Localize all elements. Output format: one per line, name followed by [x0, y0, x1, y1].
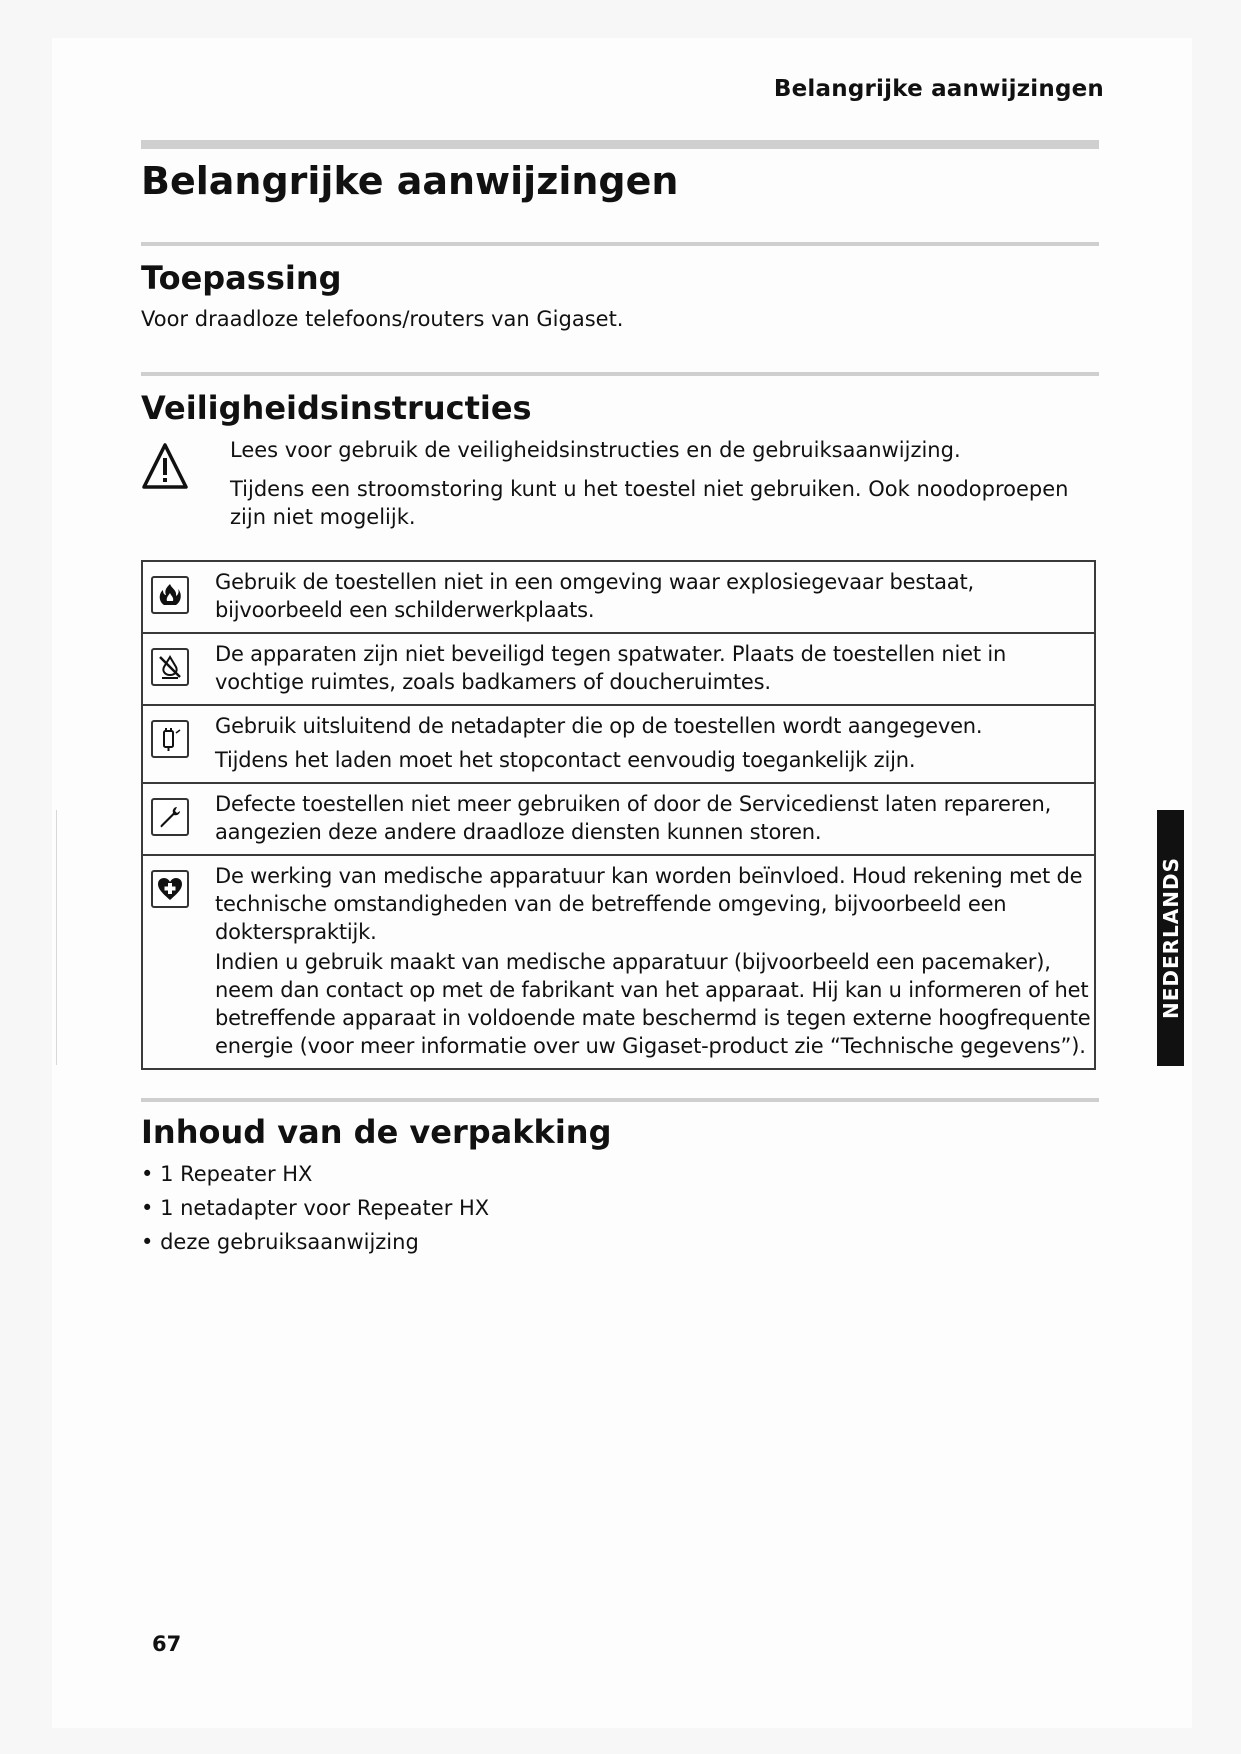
safety-row	[142, 855, 1095, 1069]
safety-row-text: Indien u gebruik maakt van medische apparatuur (bijvoorbeeld een pacemaker), neem dan contact op met de fabrikant van het apparaat. Hij kan u informeren of het betreffende apparaat in voldoende mate beschermd is tegen externe hoogfrequente energie (voor meer informatie over uw Gigaset-product zie “Technische gegevens”).	[215, 950, 1091, 1058]
safety-row-text: Gebruik de toestellen niet in een omgeving waar explosiegevaar bestaat, bijvoorbeeld een schilderwerkplaats.	[215, 570, 974, 622]
section-rule	[141, 242, 1099, 246]
veiligheid-intro-2: Tijdens een stroomstoring kunt u het toestel niet gebruiken. Ook noodoproepen zijn niet mogelijk.	[230, 477, 1069, 529]
language-tab	[1157, 810, 1184, 1066]
list-item: • 1 Repeater HX	[141, 1160, 489, 1188]
safety-row	[142, 561, 1095, 633]
toepassing-text: Voor draadloze telefoons/routers van Gigaset.	[141, 307, 624, 331]
page-number: 67	[152, 1632, 182, 1656]
safety-row	[142, 633, 1095, 705]
verpakking-heading: Inhoud van de verpakking	[141, 1113, 612, 1151]
explosion-hazard-icon	[151, 576, 189, 614]
language-tab-label: NEDERLANDS	[1158, 856, 1183, 1020]
medical-heart-icon	[151, 870, 189, 908]
page-title: Belangrijke aanwijzingen	[141, 159, 679, 203]
running-header: Belangrijke aanwijzingen	[773, 76, 1104, 102]
warning-triangle-icon	[141, 441, 189, 491]
power-adapter-icon	[151, 720, 189, 758]
section-rule	[141, 372, 1099, 376]
toepassing-heading: Toepassing	[141, 259, 342, 297]
list-item: • 1 netadapter voor Repeater HX	[141, 1194, 489, 1222]
safety-row	[142, 705, 1095, 783]
safety-row-text: Gebruik uitsluitend de netadapter die op de toestellen wordt aangegeven.	[215, 714, 983, 738]
margin-line	[56, 810, 57, 1065]
no-water-icon	[151, 648, 189, 686]
safety-table	[141, 560, 1096, 1070]
repair-wrench-icon	[151, 798, 189, 836]
safety-row-text: De werking van medische apparatuur kan worden beïnvloed. Houd rekening met de technische omstandigheden van de betreffende omgeving, bijvoorbeeld een dokterspraktijk.	[215, 864, 1083, 944]
section-rule	[141, 1098, 1099, 1102]
veiligheid-heading: Veiligheidsinstructies	[141, 389, 532, 427]
safety-row-text: De apparaten zijn niet beveiligd tegen spatwater. Plaats de toestellen niet in vochtige ruimtes, zoals badkamers of doucheruimtes.	[215, 642, 1007, 694]
veiligheid-intro-1: Lees voor gebruik de veiligheidsinstructies en de gebruiksaanwijzing.	[230, 438, 961, 462]
safety-row	[142, 783, 1095, 855]
safety-row-text: Defecte toestellen niet meer gebruiken of door de Servicedienst laten repareren, aangezien deze andere draadloze diensten kunnen storen.	[215, 792, 1052, 844]
package-contents-list	[141, 1160, 489, 1262]
list-item: • deze gebruiksaanwijzing	[141, 1228, 489, 1256]
title-rule	[141, 140, 1099, 149]
safety-row-text: Tijdens het laden moet het stopcontact eenvoudig toegankelijk zijn.	[215, 748, 916, 772]
